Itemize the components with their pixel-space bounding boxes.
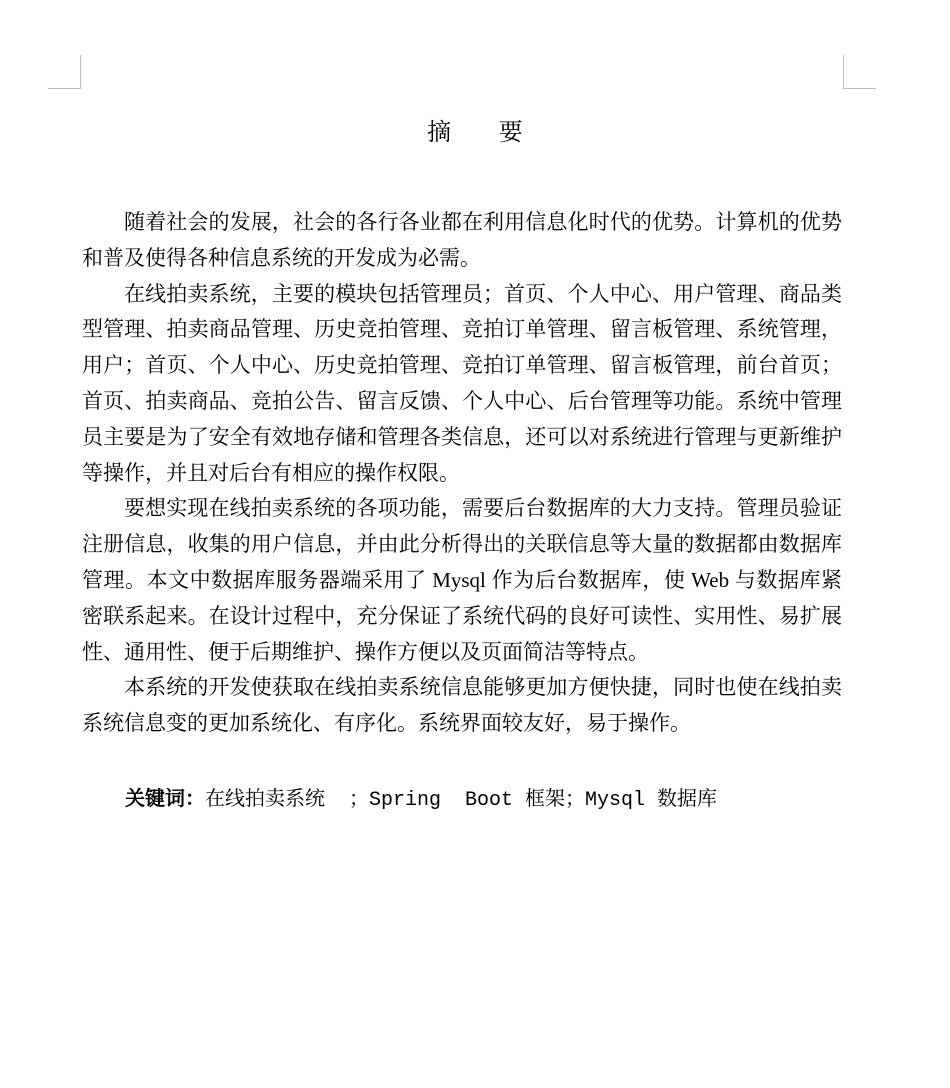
paragraph: 随着社会的发展，社会的各行各业都在利用信息化时代的优势。计算机的优势和普及使得各种信息系统的开发成为必需。: [82, 210, 842, 270]
page-title: 摘 要: [427, 118, 543, 146]
page-corner-mark-top-right: [843, 55, 876, 89]
keywords-line: [125, 784, 717, 815]
paragraph: 要想实现在线拍卖系统的各项功能，需要后台数据库的大力支持。管理员验证注册信息，收集的用户信息，并由此分析得出的关联信息等大量的数据都由数据库管理。本文中数据库服务器端采用了 Mysql 作为后台数据库，使 Web 与数据库紧密联系起来。在设计过程中，充分保证了系统代码的良好可读性、实用性、易扩展性、通用性、便于后期维护、操作方便以及页面简洁等特点。: [82, 496, 842, 664]
paragraph: 在线拍卖系统，主要的模块包括管理员；首页、个人中心、用户管理、商品类型管理、拍卖商品管理、历史竞拍管理、竞拍订单管理、留言板管理、系统管理，用户；首页、个人中心、历史竞拍管理、竞拍订单管理、留言板管理，前台首页；首页、拍卖商品、竞拍公告、留言反馈、个人中心、后台管理等功能。系统中管理员主要是为了安全有效地存储和管理各类信息，还可以对系统进行管理与更新维护等操作，并且对后台有相应的操作权限。: [82, 281, 842, 485]
keywords-label: 关键词：: [125, 786, 205, 810]
paragraph: 本系统的开发使获取在线拍卖系统信息能够更加方便快捷，同时也使在线拍卖系统信息变的更加系统化、有序化。系统界面较友好，易于操作。: [82, 675, 842, 736]
page-corner-mark-top-left: [48, 55, 81, 89]
keywords-value: 在线拍卖系统 ；Spring Boot 框架；Mysql 数据库: [205, 789, 718, 812]
abstract-body: [82, 205, 842, 742]
